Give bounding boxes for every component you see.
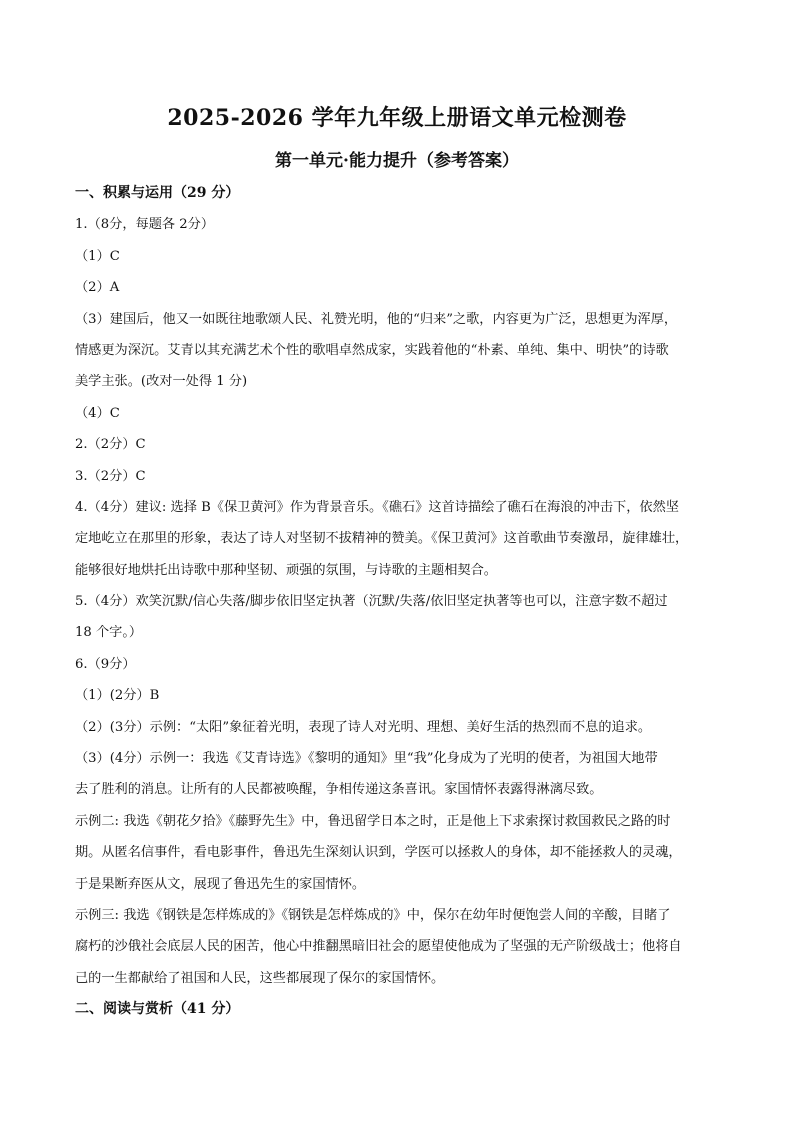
answer-line: 示例二: 我选《朝花夕拾》《藤野先生》中，鲁迅留学日本之时，正是他上下求索探讨救国救民之路的时 [75, 813, 671, 829]
answer-line: （2）A [75, 280, 120, 296]
answer-line: 1.（8分，每题各 2分） [75, 217, 215, 233]
document-title: 2025-2026 学年九年级上册语文单元检测卷 [167, 105, 627, 131]
answer-line: 3.（2分）C [75, 468, 146, 484]
answer-line: 期。从匿名信事件，看电影事件，鲁迅先生深刻认识到，学医可以拯救人的身体，却不能拯救人的灵魂， [75, 845, 682, 861]
section-heading-reading: 二、阅读与赏析（41 分） [75, 1001, 240, 1018]
answer-line: 能够很好地烘托出诗歌中那种坚韧、顽强的氛围，与诗歌的主题相契合。 [75, 562, 497, 578]
answer-line: 5.（4分）欢笑沉默/信心失落/脚步依旧坚定执著（沉默/失落/依旧坚定执著等也可以，注意字数不超过 [75, 594, 668, 610]
answer-line: 腐朽的沙俄社会底层人民的困苦，他心中推翻黑暗旧社会的愿望使他成为了坚强的无产阶级战士；他将自 [75, 939, 682, 955]
document-subtitle: 第一单元·能力提升（参考答案） [275, 151, 519, 171]
answer-line: 6.（9分） [75, 656, 136, 672]
answer-line: （1）C [75, 248, 120, 264]
answer-line: 2.（2分）C [75, 437, 146, 453]
answer-line: 示例三: 我选《钢铁是怎样炼成的》《钢铁是怎样炼成的》中，保尔在幼年时便饱尝人间的辛酸，目睹了 [75, 907, 671, 923]
answer-line: 18 个字。） [75, 625, 143, 641]
answer-line: （3）(4分）示例一：我选《艾青诗选》《黎明的通知》里“我”化身成为了光明的使者，为祖国大地带 [75, 751, 658, 767]
answer-line: （1）(2分）B [75, 688, 160, 704]
answer-line: （3）建国后，他又一如既往地歌颂人民、礼赞光明，他的“归来”之歌，内容更为广泛，思想更为浑厚， [75, 311, 678, 327]
section-heading-accumulation: 一、积累与运用（29 分） [75, 185, 240, 201]
answer-line: 美学主张。(改对一处得 1 分) [75, 374, 248, 390]
answer-line: 4.（4分）建议: 选择 B《保卫黄河》作为背景音乐。《礁石》这首诗描绘了礁石在海浪的冲击下，依然坚 [75, 499, 679, 515]
answer-line: 己的一生都献给了祖国和人民，这些都展现了保尔的家国情怀。 [75, 970, 445, 986]
answer-line: （4）C [75, 405, 120, 421]
answer-line: 去了胜利的消息。让所有的人民都被唤醒，争相传递这条喜讯。家国情怀表露得淋漓尽致。 [75, 782, 603, 798]
answer-line: （2）(3分）示例：“太阳”象征着光明，表现了诗人对光明、理想、美好生活的热烈而不息的追求。 [75, 719, 652, 735]
answer-line: 定地屹立在那里的形象，表达了诗人对坚韧不拔精神的赞美。《保卫黄河》这首歌曲节奏激昂，旋律雄壮， [75, 531, 689, 547]
answer-line: 于是果断弃医从文，展现了鲁迅先生的家国情怀。 [75, 876, 366, 892]
answer-line: 情感更为深沉。艾青以其充满艺术个性的歌唱卓然成家，实践着他的“朴素、单纯、集中、明快”的诗歌 [75, 342, 669, 358]
answer-content [75, 178, 725, 1026]
